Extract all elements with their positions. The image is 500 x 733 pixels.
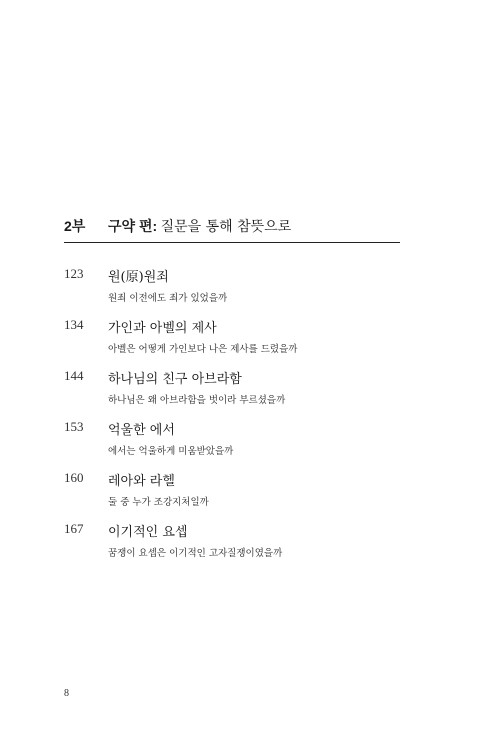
toc-page-number: 153	[64, 419, 84, 434]
toc-page-number: 144	[64, 368, 84, 383]
toc-entry	[64, 419, 400, 470]
toc-page-number: 160	[64, 470, 84, 485]
toc-chapter-title: 원(原)원죄	[108, 270, 169, 285]
toc-page-number: 167	[64, 521, 84, 536]
part-label: 구약 편:	[108, 218, 158, 234]
toc-chapter-subtitle: 꿈쟁이 요셉은 이기적인 고자질쟁이였을까	[108, 548, 283, 559]
toc-chapter-subtitle: 아벨은 어떻게 가인보다 나은 제사를 드렸을까	[108, 344, 298, 355]
toc-page-number: 123	[64, 266, 84, 281]
toc-chapter-title: 하나님의 친구 아브라함	[108, 372, 242, 387]
toc-chapter-title: 레아와 라헬	[108, 474, 175, 489]
toc-chapter-title: 억울한 에서	[108, 423, 175, 438]
toc-chapter-subtitle: 둘 중 누가 조강지처일까	[108, 497, 209, 508]
toc-chapter-title: 이기적인 요셉	[108, 525, 188, 540]
toc-entry	[64, 470, 400, 521]
part-header	[64, 216, 400, 243]
part-number: 2부	[64, 218, 86, 234]
toc-page-number: 134	[64, 317, 84, 332]
toc-entry	[64, 266, 400, 317]
toc-entry	[64, 317, 400, 368]
toc-chapter-subtitle: 원죄 이전에도 죄가 있었을까	[108, 293, 228, 304]
toc-chapter-title: 가인과 아벨의 제사	[108, 321, 217, 336]
toc-entry	[64, 368, 400, 419]
toc-chapter-subtitle: 하나님은 왜 아브라함을 벗이라 부르셨을까	[108, 395, 286, 406]
part-title	[108, 216, 291, 236]
table-of-contents	[64, 266, 400, 572]
toc-chapter-subtitle: 에서는 억울하게 미움받았을까	[108, 446, 234, 457]
toc-entry	[64, 521, 400, 572]
page-number: 8	[64, 688, 69, 699]
part-subtitle: 질문을 통해 참뜻으로	[160, 219, 292, 235]
